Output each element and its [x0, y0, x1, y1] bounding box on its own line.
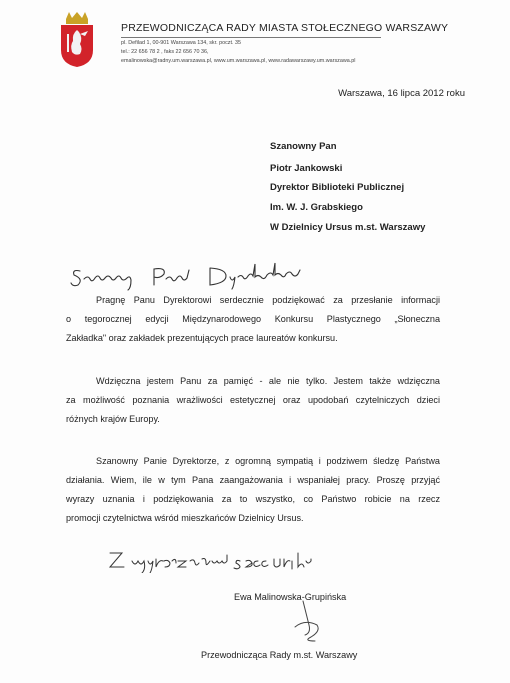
signer-title: Przewodnicząca Rady m.st. Warszawy: [201, 650, 358, 660]
paragraph-line: Wdzięczna jestem Panu za pamięć - ale nie tylko. Jestem także wdzięczna: [96, 376, 440, 386]
warsaw-coat-of-arms-icon: [58, 12, 96, 68]
paragraph-line: różnych krajów Europy.: [66, 414, 160, 424]
handwritten-closing: [106, 545, 346, 573]
paragraph-line: za możliwość poznania wrażliwości estetycznej oraz upodobań czytelniczych dzieci: [66, 395, 440, 405]
letterhead-web: emalinowska@radny.um.warszawa.pl, www.um.warszawa.pl, www.radawarszawy.um.warszawa.pl: [121, 58, 356, 64]
letterhead-address: pl. Defilad 1, 00-901 Warszawa 134, skr. poczt. 35: [121, 40, 241, 46]
body-paragraph: [66, 291, 440, 348]
recipient-line: Im. W. J. Grabskiego: [270, 202, 363, 213]
letterhead-divider: [121, 37, 381, 38]
letterhead-title: PRZEWODNICZĄCA RADY MIASTA STOŁECZNEGO WARSZAWY: [121, 22, 449, 34]
paragraph-line: działania. Wiem, ile w tym Pana zaangażowania i wspaniałej pracy. Proszę przyjąć: [66, 475, 440, 485]
letterhead-phone: tel.: 22 656 78 2 , faks 22 656 70 36,: [121, 49, 209, 55]
paragraph-line: Szanowny Panie Dyrektorze, z ogromną sympatią i podziwem śledzę Państwa: [96, 456, 440, 466]
paragraph-line: promocji czytelnictwa wśród mieszkańców Dzielnicy Ursus.: [66, 513, 304, 523]
paragraph-line: Pragnę Panu Dyrektorowi serdecznie podziękować za przesłanie informacji: [96, 295, 440, 305]
recipient-line: Szanowny Pan: [270, 141, 337, 152]
paragraph-line: Zakładka" oraz zakładek prezentujących prace laureatów konkursu.: [66, 333, 338, 343]
handwritten-salutation: [70, 261, 360, 291]
signer-name: Ewa Malinowska-Grupińska: [234, 592, 347, 602]
recipient-line: Dyrektor Biblioteki Publicznej: [270, 182, 405, 193]
recipient-line: W Dzielnicy Ursus m.st. Warszawy: [270, 222, 426, 233]
body-paragraph: [66, 372, 440, 429]
body-paragraph: [66, 452, 440, 528]
letter-date: Warszawa, 16 lipca 2012 roku: [338, 88, 465, 99]
handwritten-signature: [285, 597, 335, 647]
recipient-line: Piotr Jankowski: [270, 163, 343, 174]
paragraph-line: wyrazy uznania i podziękowania za to wszystko, co Państwo robicie na rzecz: [66, 494, 440, 504]
paragraph-line: o tegorocznej edycji Międzynarodowego Konkursu Plastycznego „Słoneczna: [66, 314, 440, 324]
